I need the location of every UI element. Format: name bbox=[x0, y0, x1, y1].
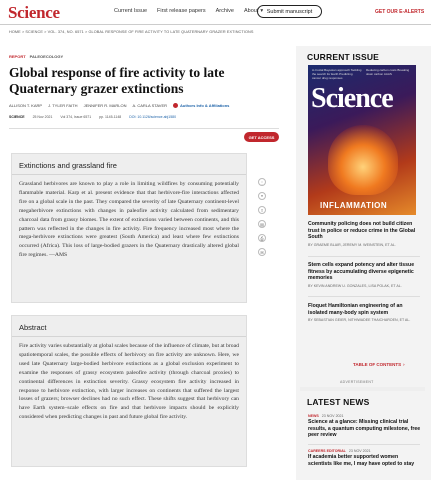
issue-item[interactable] bbox=[308, 262, 423, 288]
toc-label: TABLE OF CONTENTS bbox=[353, 362, 402, 367]
issue-item[interactable] bbox=[308, 221, 423, 247]
divider bbox=[308, 444, 420, 445]
main-nav bbox=[114, 8, 263, 14]
pub-date: 25 Nov 2021 bbox=[32, 115, 53, 119]
article-tags bbox=[9, 54, 63, 59]
report-tag: REPORT bbox=[9, 54, 26, 59]
breadcrumb[interactable]: HOME > SCIENCE > VOL. 374, NO. 6571 > GLOBAL RESPONSE OF FIRE ACTIVITY TO LATE QUATERNARY GRAZER EXTINCTIONS bbox=[9, 30, 254, 34]
e-alerts-link[interactable]: GET OUR E-ALERTS bbox=[375, 9, 425, 15]
author-name[interactable]: JENNIFER R. MARLON bbox=[83, 103, 127, 108]
issue-item[interactable] bbox=[308, 303, 423, 322]
abstract-heading: Abstract bbox=[12, 316, 246, 337]
editor-summary-panel bbox=[11, 153, 247, 303]
share-icon[interactable]: ⇪ bbox=[258, 206, 266, 214]
abstract-text: Fire activity varies substantially at global scales because of the influence of climate, but at broad spatiotemporal scales, the possible effects of herbivory on fire activity are unknown. Here, we used late Quaternary large-bodied herbivore extinctions as a global exclusion experiment to examine the responses of grassy ecosystem paleofire activity (through charcoal proxies) to continental differences in extinction severity. Grassy ecosystem fire activity increased in response to herbivore extinction, with larger increases on continents that suffered the largest losses of grazers; browser declines had no such effect. These shifts suggest that herbivory can have Earth system–scale effects on fire and that herbivore impacts should be explicitly considered when predicting changes in past and future global fire activity. bbox=[19, 343, 239, 421]
nav-first-release[interactable]: First release papers bbox=[157, 8, 206, 14]
email-icon[interactable]: ✉ bbox=[258, 248, 266, 256]
article-tools bbox=[258, 178, 266, 256]
divider bbox=[308, 256, 420, 257]
cover-teasers-left: A crucial Bayesian approach Tackling the search for Earth Predicting cancer drug responses bbox=[312, 68, 362, 80]
news-item[interactable] bbox=[308, 414, 423, 439]
issue-item-title[interactable]: Community policing does not build citizen trust in police or reduce crime in the Global South bbox=[308, 221, 416, 240]
author-name[interactable]: A. CARLA STAVER bbox=[132, 103, 167, 108]
pages: pp. 1145-1148 bbox=[99, 115, 122, 119]
category-tag[interactable]: PALEOECOLOGY bbox=[29, 54, 64, 59]
issue-item-authors: BY SEBASTIAN GEIER, NITHIWADEE THAICHAROEN, ET AL. bbox=[308, 318, 411, 322]
nav-current-issue[interactable]: Current Issue bbox=[114, 8, 148, 14]
doi-link[interactable]: DOI: 10.1126/science.abj1580 bbox=[129, 115, 177, 119]
news-date: 23 NOV 2021 bbox=[348, 449, 371, 453]
submit-manuscript-button[interactable]: Submit manuscript bbox=[257, 5, 322, 18]
news-tag: NEWS bbox=[308, 414, 319, 418]
chevron-right-icon: › bbox=[403, 362, 405, 367]
journal-name: SCIENCE bbox=[9, 115, 25, 119]
issue-item-authors: BY GRAEME BLAIR, JEREMY M. WEINSTEIN, ET AL. bbox=[308, 242, 396, 247]
divider bbox=[308, 296, 420, 297]
pdf-icon[interactable]: ▤ bbox=[258, 220, 266, 228]
issue-item-title[interactable]: Stem cells expand potency and alter tissue fitness by accumulating diverse epigenetic memories bbox=[308, 262, 415, 281]
info-icon bbox=[173, 103, 178, 108]
more-icon[interactable]: ⋮ bbox=[260, 179, 264, 185]
current-issue-heading: CURRENT ISSUE bbox=[307, 52, 380, 62]
news-date: 23 NOV 2021 bbox=[321, 414, 344, 418]
divider bbox=[9, 128, 279, 129]
volume-issue[interactable]: Vol 374, Issue 6571 bbox=[60, 115, 92, 119]
nav-about-label: About bbox=[243, 8, 259, 14]
editor-summary-text: Grassland herbivores are known to play a role in limiting wildfires by consuming potentially flammable material. Karp et al. present evidence that that herbivore-fire interactions affected fire on a global scale in the past. They compared the severity of late Quaternary continent-level megaherbivore extinctions with changes in paleofire activity calculated from sedimentary charcoal data from grassy biomes. The extent of extinctions varied between continents, and this pattern was reflected in the changes in fire activity. Fire frequency increased most where the mega-herbivore extinctions were greatest (South America) and least where few extinctions occurred (Africa). This loss of large-bodied grazers in the Quaternary drastically altered global fire regimes. —AMS bbox=[19, 181, 239, 259]
latest-news-heading: LATEST NEWS bbox=[307, 397, 370, 407]
top-bar bbox=[0, 0, 431, 25]
issue-item-authors: BY KEVIN ANDREW U. GONZALES, LISA POLAK, ET AL. bbox=[308, 283, 402, 288]
advertisement-slot bbox=[300, 387, 425, 391]
nav-archive[interactable]: Archive bbox=[215, 8, 234, 14]
affiliations-label: Authors Info & Affiliations bbox=[180, 103, 230, 108]
print-icon[interactable]: ⎙ bbox=[258, 234, 266, 242]
abstract-panel bbox=[11, 315, 247, 467]
news-title[interactable]: Science at a glance: Missing clinical trial results, a quantum computing milestone, free peer review bbox=[308, 419, 421, 438]
science-logo[interactable]: Science bbox=[8, 3, 60, 22]
author-list bbox=[9, 103, 229, 108]
get-access-button[interactable]: GET ACCESS bbox=[244, 132, 279, 142]
authors-affiliations-link[interactable] bbox=[173, 103, 229, 108]
cover-logo: Science bbox=[311, 83, 393, 114]
issue-cover-image[interactable] bbox=[308, 65, 416, 215]
cover-art bbox=[328, 125, 398, 195]
editor-summary-heading: Extinctions and grassland fire bbox=[12, 154, 246, 175]
article-title: Global response of fire activity to late Quaternary grazer extinctions bbox=[9, 65, 225, 96]
news-title[interactable]: If academia better supported women scientists like me, I may have opted to stay bbox=[308, 454, 415, 467]
issue-item-title[interactable]: Floquet Hamiltonian engineering of an isolated many-body spin system bbox=[308, 303, 403, 316]
news-item[interactable] bbox=[308, 449, 423, 467]
article-meta bbox=[9, 115, 176, 119]
author-name[interactable]: J. TYLER FAITH bbox=[48, 103, 78, 108]
news-tag: CAREERS EDITORIAL bbox=[308, 449, 346, 453]
advertisement-label: ADVERTISEMENT bbox=[340, 380, 374, 384]
author-name[interactable]: ALLISON T. KARP bbox=[9, 103, 43, 108]
chevron-down-icon: ▾ bbox=[260, 8, 264, 14]
quote-icon[interactable]: ❝ bbox=[258, 192, 266, 200]
cover-headline: INFLAMMATION bbox=[320, 201, 388, 210]
table-of-contents-link[interactable] bbox=[353, 362, 405, 367]
cover-teasers-right: Reducing carbon costs Breaking down carbon AAAS bbox=[366, 68, 410, 76]
